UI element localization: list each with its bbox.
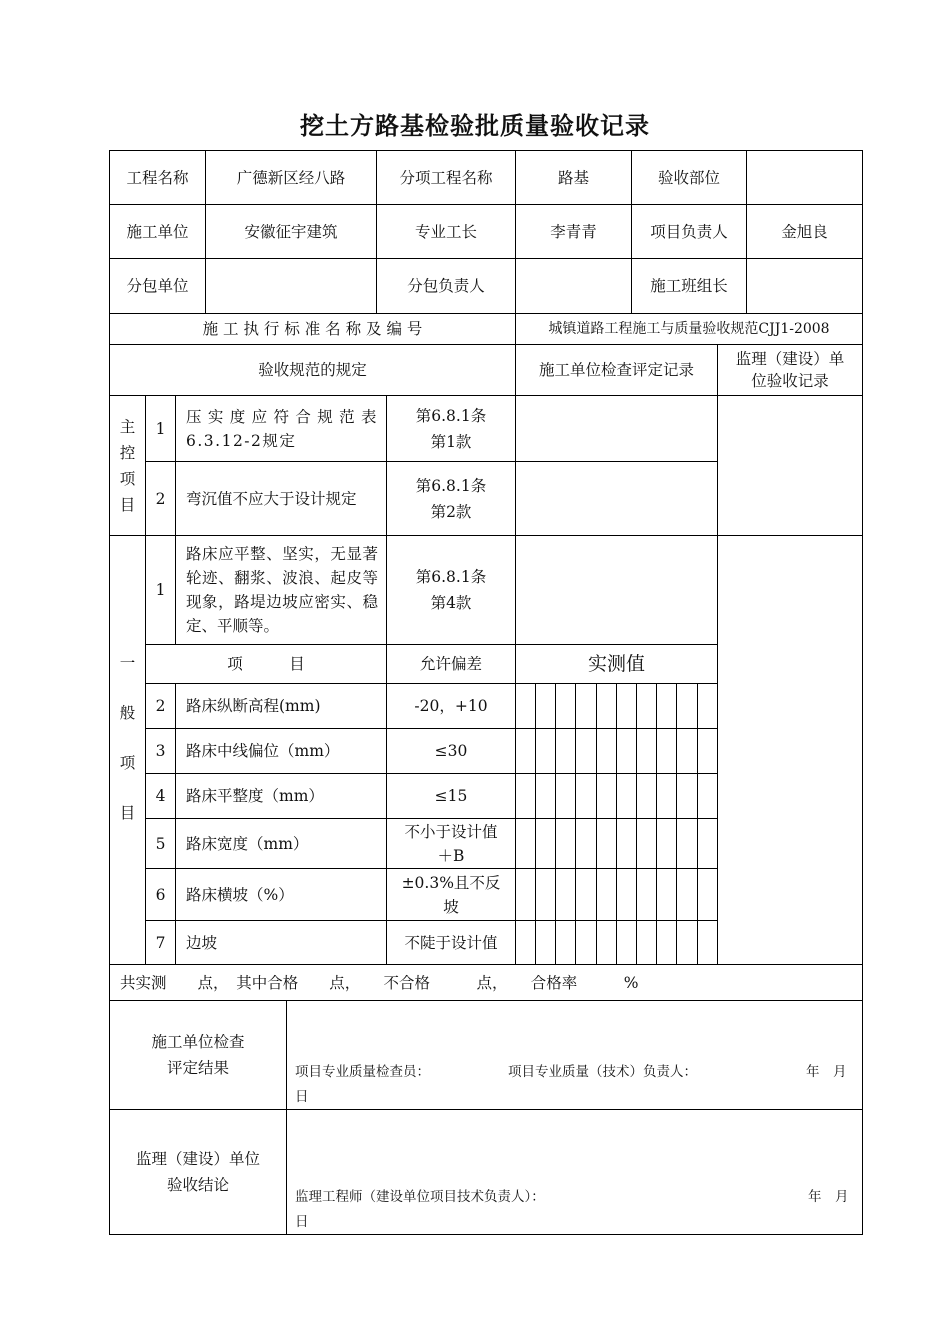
standard-value: 城镇道路工程施工与质量验收规范CJJ1-2008: [548, 321, 830, 337]
row-no: 2: [155, 697, 166, 715]
foreman-value: 李青青: [550, 222, 597, 241]
main-control-label: 主 控 项 目: [119, 417, 136, 514]
tech-lead-label: 项目专业质量（技术）负责人：: [508, 1064, 697, 1080]
document-title: 挖土方路基检验批质量验收记录: [300, 111, 650, 140]
subcontractor-label: 分包单位: [126, 277, 189, 295]
row-tolerance: ±0.3%且不反 坡: [401, 873, 501, 916]
project-name-label: 工程名称: [126, 168, 189, 187]
supervisor-result-label: 监理（建设）单位 验收结论: [135, 1150, 260, 1194]
main-item-1-clause: 第6.8.1条 第1款: [415, 406, 487, 451]
acceptance-part-value: [747, 151, 862, 204]
row-no: 7: [155, 933, 166, 952]
general-item-1-clause: 第6.8.1条 第4款: [415, 568, 487, 612]
standard-label: 施 工 执 行 标 准 名 称 及 编 号: [202, 320, 423, 338]
acceptance-part-label: 验收部位: [657, 168, 720, 187]
general-item-1-text: 路床应平整、坚实，无显著轮迹、翻浆、波浪、起皮等现象，路堤边坡应密实、稳定、平顺等。: [186, 545, 378, 635]
row-no: 3: [155, 742, 166, 760]
row-tolerance: ≤15: [434, 787, 468, 805]
row-name: 边坡: [186, 933, 218, 952]
col-tolerance-header: 允许偏差: [419, 655, 482, 673]
team-leader-value: [747, 259, 862, 313]
supervisor-date-ym: 年 月: [808, 1189, 849, 1205]
subitem-label: 分项工程名称: [399, 168, 493, 187]
supervisor-header-line2: 位验收记录: [751, 372, 829, 390]
row-no: 4: [155, 787, 166, 805]
row-tolerance: -20，+10: [414, 697, 488, 715]
foreman-label: 专业工长: [414, 222, 477, 241]
col-item-header: 项 目: [227, 655, 305, 673]
team-leader-label: 施工班组长: [650, 277, 728, 295]
contractor-value: 安徽征宇建筑: [244, 222, 338, 241]
contractor-date-ym: 年 月: [806, 1064, 847, 1080]
project-name-value: 广德新区经八路: [236, 168, 346, 187]
row-name: 路床横坡（%）: [186, 885, 294, 904]
row-tolerance: ≤30: [434, 742, 468, 760]
main-item-1-text: 压实度应符合规范表6.3.12-2规定: [186, 407, 378, 450]
sub-manager-label: 分包负责人: [407, 277, 485, 295]
supervisor-column-header: [718, 345, 862, 395]
contractor-date-day: 日: [295, 1089, 309, 1105]
row-tolerance: 不小于设计值 ＋B: [404, 822, 498, 865]
project-manager-value: 金旭良: [781, 222, 828, 241]
row-tolerance: 不陡于设计值: [404, 933, 498, 952]
main-item-2-clause: 第6.8.1条 第2款: [415, 476, 487, 521]
row-no: 6: [155, 885, 166, 904]
row-name: 路床平整度（mm）: [186, 787, 324, 805]
row-name: 路床宽度（mm）: [186, 834, 309, 853]
main-item-1-no: 1: [155, 419, 166, 438]
row-name: 路床纵断高程(mm): [186, 697, 321, 715]
main-item-2-text: 弯沉值不应大于设计规定: [186, 489, 357, 508]
summary-line: 共实测 点， 其中合格 点， 不合格 点， 合格率 %: [120, 973, 639, 992]
row-name: 路床中线偏位（mm）: [186, 742, 340, 760]
project-manager-label: 项目负责人: [650, 222, 728, 241]
col-measured-header: 实测值: [587, 653, 645, 675]
main-item-2-no: 2: [155, 489, 166, 508]
spec-column-header: 验收规范的规定: [258, 361, 367, 379]
contractor-label: 施工单位: [126, 222, 189, 241]
quality-inspector-label: 项目专业质量检查员：: [295, 1064, 430, 1080]
contractor-check-column-header: 施工单位检查评定记录: [538, 361, 694, 379]
contractor-result-label: 施工单位检查 评定结果: [151, 1033, 245, 1077]
row-no: 5: [155, 834, 166, 853]
general-items-label: 一 般 项 目: [119, 654, 136, 822]
subitem-value: 路基: [557, 168, 589, 187]
supervisor-header-line1: 监理（建设）单: [735, 350, 845, 368]
subcontractor-value: [206, 259, 376, 313]
general-item-1-no: 1: [155, 581, 166, 599]
supervisor-date-day: 日: [295, 1214, 309, 1230]
supervising-engineer-label: 监理工程师（建设单位项目技术负责人）：: [295, 1189, 545, 1205]
sub-manager-value: [516, 259, 631, 313]
